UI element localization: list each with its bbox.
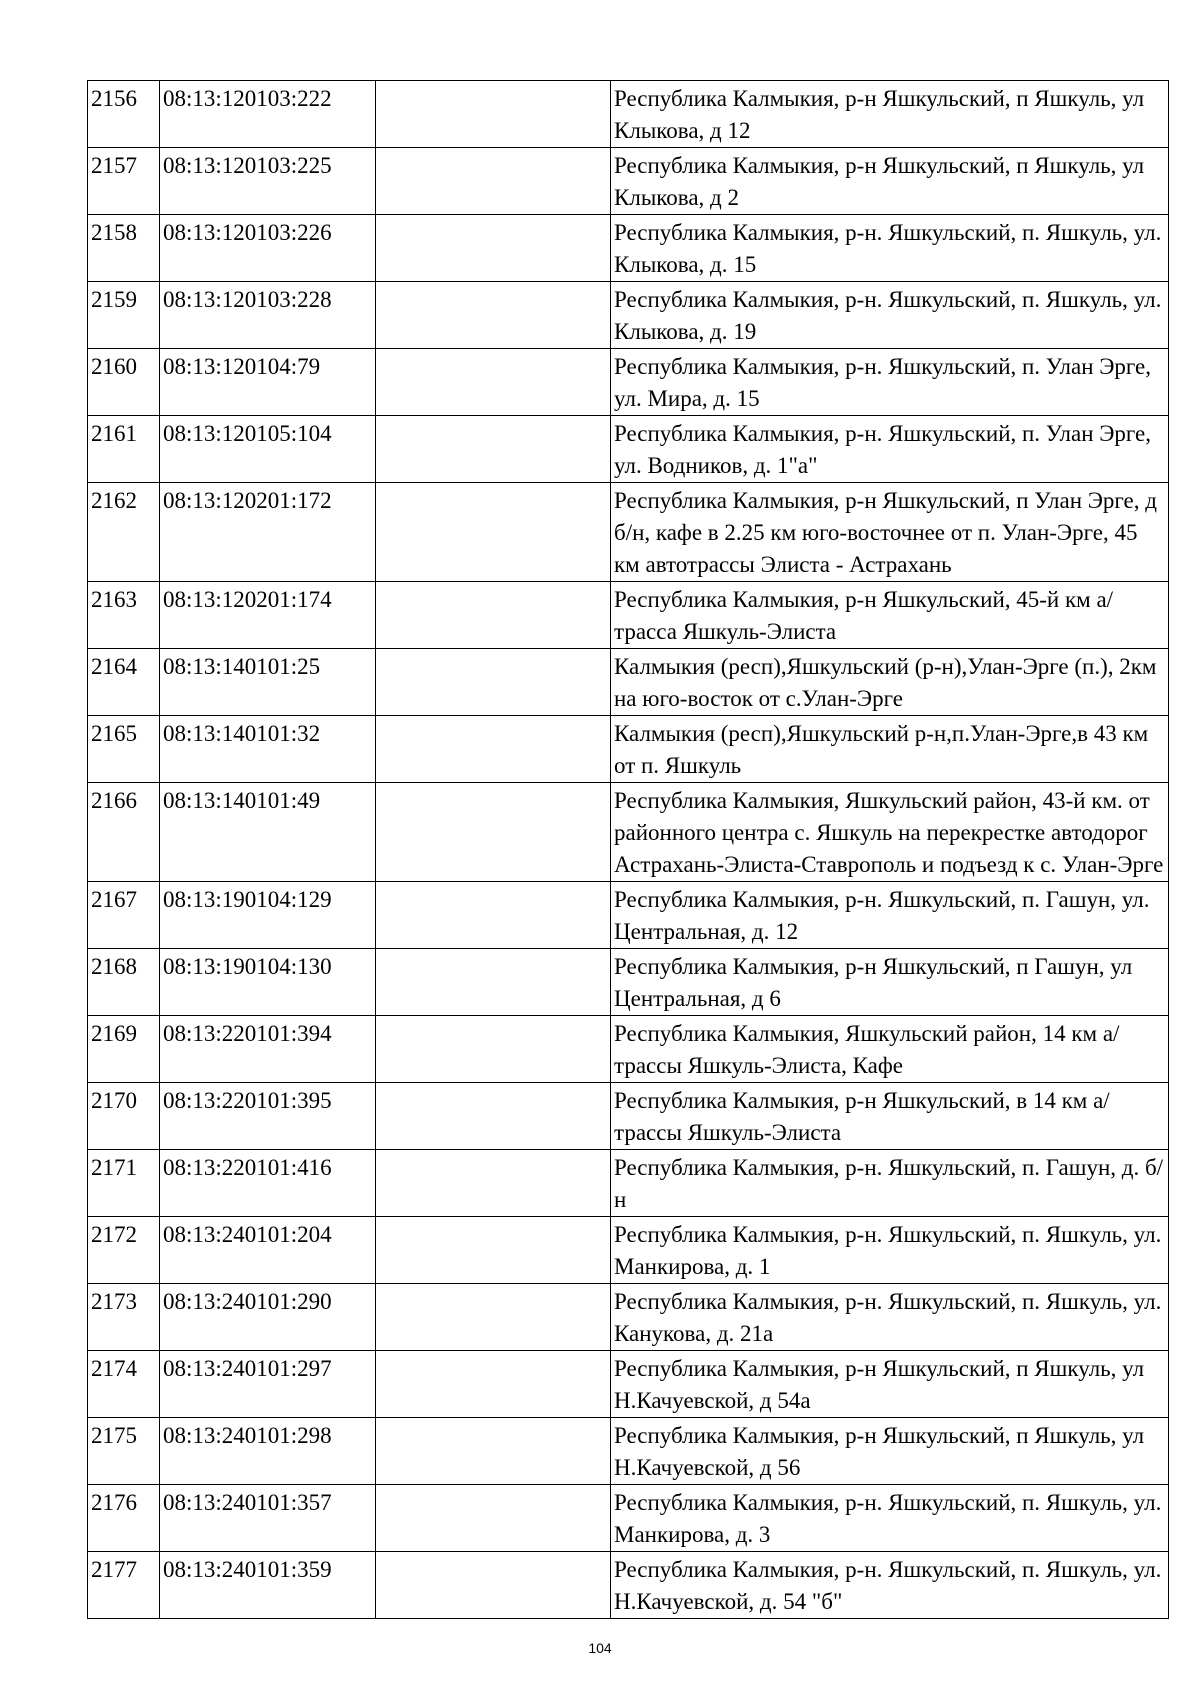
row-number-cell: 2162 (88, 483, 160, 582)
empty-cell (376, 882, 611, 949)
address-cell: Республика Калмыкия, р-н. Яшкульский, п. Улан Эрге, ул. Мира, д. 15 (611, 349, 1169, 416)
row-number-cell: 2175 (88, 1418, 160, 1485)
row-number-cell: 2164 (88, 649, 160, 716)
row-number-cell: 2168 (88, 949, 160, 1016)
address-cell: Республика Калмыкия, р-н. Яшкульский, п. Яшкуль, ул. Манкирова, д. 3 (611, 1485, 1169, 1552)
row-number-cell: 2172 (88, 1217, 160, 1284)
table-row (88, 1284, 1169, 1351)
address-cell: Калмыкия (респ),Яшкульский р-н,п.Улан-Эрге,в 43 км от п. Яшкуль (611, 716, 1169, 783)
row-number-cell: 2171 (88, 1150, 160, 1217)
row-number-cell: 2165 (88, 716, 160, 783)
address-cell: Республика Калмыкия, р-н. Яшкульский, п. Яшкуль, ул. Манкирова, д. 1 (611, 1217, 1169, 1284)
empty-cell (376, 1083, 611, 1150)
address-cell: Калмыкия (респ),Яшкульский (р-н),Улан-Эрге (п.), 2км на юго-восток от с.Улан-Эрге (611, 649, 1169, 716)
table-row (88, 1016, 1169, 1083)
row-number-cell: 2177 (88, 1552, 160, 1619)
empty-cell (376, 582, 611, 649)
address-cell: Республика Калмыкия, р-н Яшкульский, п Яшкуль, ул Н.Качуевской, д 56 (611, 1418, 1169, 1485)
cadastral-number-cell: 08:13:120201:172 (160, 483, 376, 582)
address-cell: Республика Калмыкия, р-н. Яшкульский, п. Гашун, ул. Центральная, д. 12 (611, 882, 1169, 949)
cadastral-number-cell: 08:13:120103:225 (160, 148, 376, 215)
address-cell: Республика Калмыкия, р-н. Яшкульский, п. Яшкуль, ул. Канукова, д. 21а (611, 1284, 1169, 1351)
cadastral-number-cell: 08:13:190104:130 (160, 949, 376, 1016)
address-cell: Республика Калмыкия, р-н. Яшкульский, п. Яшкуль, ул. Н.Качуевской, д. 54 "б" (611, 1552, 1169, 1619)
empty-cell (376, 1150, 611, 1217)
cadastral-number-cell: 08:13:120104:79 (160, 349, 376, 416)
cadastral-number-cell: 08:13:120103:226 (160, 215, 376, 282)
table-row (88, 716, 1169, 783)
empty-cell (376, 416, 611, 483)
cadastral-number-cell: 08:13:120103:228 (160, 282, 376, 349)
empty-cell (376, 949, 611, 1016)
address-cell: Республика Калмыкия, р-н Яшкульский, п Гашун, ул Центральная, д 6 (611, 949, 1169, 1016)
cadastral-number-cell: 08:13:140101:25 (160, 649, 376, 716)
row-number-cell: 2157 (88, 148, 160, 215)
cadastral-number-cell: 08:13:240101:204 (160, 1217, 376, 1284)
table-row (88, 949, 1169, 1016)
row-number-cell: 2167 (88, 882, 160, 949)
table-row (88, 1217, 1169, 1284)
property-registry-table (87, 80, 1169, 1619)
empty-cell (376, 1351, 611, 1418)
cadastral-number-cell: 08:13:240101:297 (160, 1351, 376, 1418)
cadastral-number-cell: 08:13:120201:174 (160, 582, 376, 649)
address-cell: Республика Калмыкия, р-н Яшкульский, в 14 км а/трассы Яшкуль-Элиста (611, 1083, 1169, 1150)
empty-cell (376, 483, 611, 582)
row-number-cell: 2156 (88, 81, 160, 148)
empty-cell (376, 1284, 611, 1351)
cadastral-number-cell: 08:13:240101:357 (160, 1485, 376, 1552)
table-row (88, 1485, 1169, 1552)
row-number-cell: 2176 (88, 1485, 160, 1552)
cadastral-number-cell: 08:13:220101:395 (160, 1083, 376, 1150)
table-row (88, 1418, 1169, 1485)
address-cell: Республика Калмыкия, р-н. Яшкульский, п. Гашун, д. б/н (611, 1150, 1169, 1217)
empty-cell (376, 1217, 611, 1284)
table-row (88, 148, 1169, 215)
table-body (88, 81, 1169, 1619)
cadastral-number-cell: 08:13:240101:290 (160, 1284, 376, 1351)
table-row (88, 1552, 1169, 1619)
address-cell: Республика Калмыкия, р-н Яшкульский, п Улан Эрге, д б/н, кафе в 2.25 км юго-восточнее от п. Улан-Эрге, 45 км автотрассы Элиста - Астрахань (611, 483, 1169, 582)
address-cell: Республика Калмыкия, р-н Яшкульский, п Яшкуль, ул Клыкова, д 12 (611, 81, 1169, 148)
empty-cell (376, 1552, 611, 1619)
empty-cell (376, 282, 611, 349)
address-cell: Республика Калмыкия, р-н Яшкульский, п Яшкуль, ул Н.Качуевской, д 54а (611, 1351, 1169, 1418)
address-cell: Республика Калмыкия, р-н Яшкульский, 45-й км а/трасса Яшкуль-Элиста (611, 582, 1169, 649)
empty-cell (376, 215, 611, 282)
cadastral-number-cell: 08:13:240101:359 (160, 1552, 376, 1619)
row-number-cell: 2173 (88, 1284, 160, 1351)
table-row (88, 783, 1169, 882)
empty-cell (376, 783, 611, 882)
empty-cell (376, 1485, 611, 1552)
cadastral-number-cell: 08:13:120105:104 (160, 416, 376, 483)
table-row (88, 649, 1169, 716)
row-number-cell: 2163 (88, 582, 160, 649)
address-cell: Республика Калмыкия, Яшкульский район, 43-й км. от районного центра с. Яшкуль на перекрестке автодорог Астрахань-Элиста-Ставрополь и подъезд к с. Улан-Эрге (611, 783, 1169, 882)
table-row (88, 416, 1169, 483)
cadastral-number-cell: 08:13:140101:49 (160, 783, 376, 882)
table-row (88, 1150, 1169, 1217)
table-row (88, 582, 1169, 649)
row-number-cell: 2160 (88, 349, 160, 416)
table-row (88, 1083, 1169, 1150)
cadastral-number-cell: 08:13:140101:32 (160, 716, 376, 783)
empty-cell (376, 716, 611, 783)
row-number-cell: 2159 (88, 282, 160, 349)
empty-cell (376, 148, 611, 215)
address-cell: Республика Калмыкия, р-н. Яшкульский, п. Яшкуль, ул. Клыкова, д. 15 (611, 215, 1169, 282)
address-cell: Республика Калмыкия, р-н. Яшкульский, п. Улан Эрге, ул. Водников, д. 1"а" (611, 416, 1169, 483)
row-number-cell: 2158 (88, 215, 160, 282)
table-row (88, 282, 1169, 349)
row-number-cell: 2174 (88, 1351, 160, 1418)
address-cell: Республика Калмыкия, р-н Яшкульский, п Яшкуль, ул Клыкова, д 2 (611, 148, 1169, 215)
table-row (88, 349, 1169, 416)
row-number-cell: 2161 (88, 416, 160, 483)
address-cell: Республика Калмыкия, Яшкульский район, 14 км а/трассы Яшкуль-Элиста, Кафе (611, 1016, 1169, 1083)
row-number-cell: 2166 (88, 783, 160, 882)
table-row (88, 81, 1169, 148)
row-number-cell: 2169 (88, 1016, 160, 1083)
table-row (88, 215, 1169, 282)
empty-cell (376, 1016, 611, 1083)
row-number-cell: 2170 (88, 1083, 160, 1150)
cadastral-number-cell: 08:13:240101:298 (160, 1418, 376, 1485)
empty-cell (376, 81, 611, 148)
cadastral-number-cell: 08:13:120103:222 (160, 81, 376, 148)
table-row (88, 882, 1169, 949)
empty-cell (376, 649, 611, 716)
empty-cell (376, 349, 611, 416)
page-number: 104 (588, 1640, 612, 1656)
address-cell: Республика Калмыкия, р-н. Яшкульский, п. Яшкуль, ул. Клыкова, д. 19 (611, 282, 1169, 349)
empty-cell (376, 1418, 611, 1485)
cadastral-number-cell: 08:13:190104:129 (160, 882, 376, 949)
cadastral-number-cell: 08:13:220101:416 (160, 1150, 376, 1217)
cadastral-number-cell: 08:13:220101:394 (160, 1016, 376, 1083)
table-row (88, 483, 1169, 582)
table-row (88, 1351, 1169, 1418)
